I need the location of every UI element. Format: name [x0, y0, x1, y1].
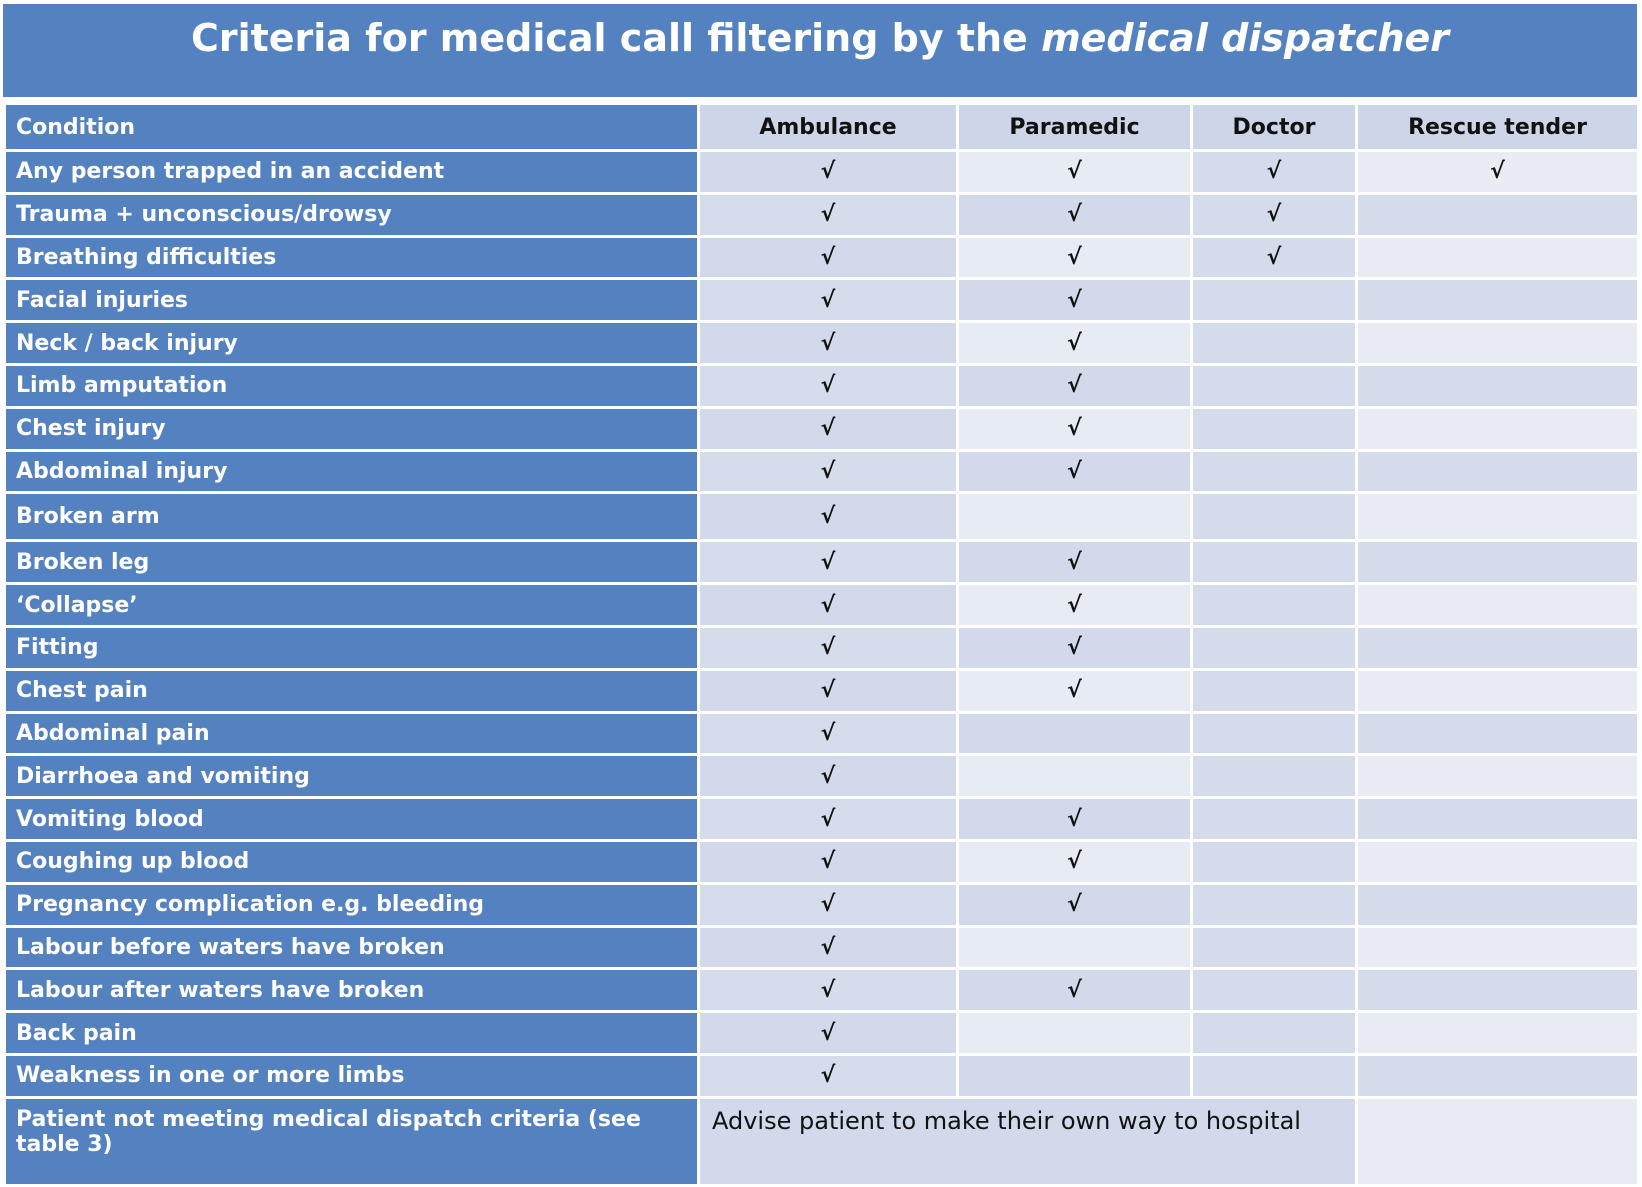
rescue-tender-cell	[1357, 969, 1639, 1012]
table-row	[5, 322, 1639, 365]
advice-cell: Advise patient to make their own way to hospital	[699, 1097, 1357, 1185]
doctor-cell	[1192, 712, 1357, 755]
rescue-tender-cell	[1357, 1012, 1639, 1055]
condition-cell: Broken arm	[5, 493, 699, 541]
doctor-cell: √	[1192, 193, 1357, 236]
paramedic-cell: √	[958, 364, 1192, 407]
doctor-cell: √	[1192, 236, 1357, 279]
paramedic-cell	[958, 712, 1192, 755]
rescue-tender-cell	[1357, 626, 1639, 669]
ambulance-cell: √	[699, 755, 958, 798]
ambulance-cell: √	[699, 969, 958, 1012]
table-row-final	[5, 1097, 1639, 1185]
doctor-cell	[1192, 493, 1357, 541]
condition-cell: ‘Collapse’	[5, 584, 699, 627]
table-body	[5, 151, 1639, 1186]
condition-cell: Vomiting blood	[5, 798, 699, 841]
doctor-cell	[1192, 279, 1357, 322]
condition-cell: Breathing difficulties	[5, 236, 699, 279]
table-row	[5, 541, 1639, 584]
table-row	[5, 883, 1639, 926]
condition-cell: Broken leg	[5, 541, 699, 584]
table-row	[5, 926, 1639, 969]
table-row	[5, 626, 1639, 669]
ambulance-cell: √	[699, 669, 958, 712]
table-row	[5, 450, 1639, 493]
paramedic-cell: √	[958, 541, 1192, 584]
doctor-cell	[1192, 798, 1357, 841]
doctor-cell	[1192, 450, 1357, 493]
ambulance-cell: √	[699, 712, 958, 755]
paramedic-cell: √	[958, 669, 1192, 712]
doctor-cell	[1192, 364, 1357, 407]
condition-cell: Fitting	[5, 626, 699, 669]
paramedic-cell: √	[958, 322, 1192, 365]
ambulance-cell: √	[699, 1012, 958, 1055]
title-text: Criteria for medical call filtering by the	[190, 16, 1042, 60]
doctor-cell	[1192, 541, 1357, 584]
condition-cell: Labour after waters have broken	[5, 969, 699, 1012]
doctor-cell	[1192, 755, 1357, 798]
rescue-tender-cell	[1357, 450, 1639, 493]
ambulance-cell: √	[699, 279, 958, 322]
condition-cell: Diarrhoea and vomiting	[5, 755, 699, 798]
rescue-tender-cell	[1357, 755, 1639, 798]
rescue-tender-cell	[1357, 840, 1639, 883]
table-row	[5, 584, 1639, 627]
table-row	[5, 969, 1639, 1012]
rescue-tender-cell	[1357, 493, 1639, 541]
paramedic-cell	[958, 755, 1192, 798]
header-ambulance: Ambulance	[699, 104, 958, 151]
doctor-cell	[1192, 322, 1357, 365]
ambulance-cell: √	[699, 364, 958, 407]
doctor-cell	[1192, 1054, 1357, 1097]
doctor-cell	[1192, 840, 1357, 883]
rescue-tender-cell	[1357, 1054, 1639, 1097]
rescue-tender-cell	[1357, 364, 1639, 407]
condition-cell: Patient not meeting medical dispatch criteria (see table 3)	[5, 1097, 699, 1185]
table-row	[5, 669, 1639, 712]
paramedic-cell: √	[958, 626, 1192, 669]
ambulance-cell: √	[699, 493, 958, 541]
condition-cell: Abdominal injury	[5, 450, 699, 493]
ambulance-cell: √	[699, 193, 958, 236]
paramedic-cell: √	[958, 883, 1192, 926]
ambulance-cell: √	[699, 926, 958, 969]
doctor-cell: √	[1192, 151, 1357, 194]
criteria-table	[3, 102, 1640, 1187]
table-row	[5, 840, 1639, 883]
title-italic-text: medical dispatcher	[1041, 16, 1450, 60]
rescue-tender-cell	[1357, 407, 1639, 450]
condition-cell: Abdominal pain	[5, 712, 699, 755]
paramedic-cell	[958, 493, 1192, 541]
doctor-cell	[1192, 626, 1357, 669]
ambulance-cell: √	[699, 584, 958, 627]
header-paramedic: Paramedic	[958, 104, 1192, 151]
table-row	[5, 279, 1639, 322]
condition-cell: Labour before waters have broken	[5, 926, 699, 969]
condition-cell: Facial injuries	[5, 279, 699, 322]
table-row	[5, 712, 1639, 755]
doctor-cell	[1192, 969, 1357, 1012]
table-row	[5, 151, 1639, 194]
rescue-tender-cell	[1357, 279, 1639, 322]
page-title	[3, 4, 1637, 97]
paramedic-cell: √	[958, 840, 1192, 883]
condition-cell: Pregnancy complication e.g. bleeding	[5, 883, 699, 926]
rescue-tender-cell	[1357, 669, 1639, 712]
table-row	[5, 798, 1639, 841]
rescue-tender-cell	[1357, 541, 1639, 584]
paramedic-cell	[958, 1012, 1192, 1055]
rescue-tender-cell	[1357, 584, 1639, 627]
table-header-row	[5, 104, 1639, 151]
table-row	[5, 236, 1639, 279]
header-doctor: Doctor	[1192, 104, 1357, 151]
condition-cell: Chest pain	[5, 669, 699, 712]
doctor-cell	[1192, 926, 1357, 969]
condition-cell: Any person trapped in an accident	[5, 151, 699, 194]
rescue-tender-cell	[1357, 193, 1639, 236]
condition-cell: Neck / back injury	[5, 322, 699, 365]
ambulance-cell: √	[699, 883, 958, 926]
rescue-tender-cell	[1357, 883, 1639, 926]
table-row	[5, 407, 1639, 450]
header-rescue-tender: Rescue tender	[1357, 104, 1639, 151]
doctor-cell	[1192, 883, 1357, 926]
ambulance-cell: √	[699, 1054, 958, 1097]
paramedic-cell: √	[958, 151, 1192, 194]
paramedic-cell	[958, 926, 1192, 969]
ambulance-cell: √	[699, 626, 958, 669]
ambulance-cell: √	[699, 151, 958, 194]
table-row	[5, 364, 1639, 407]
paramedic-cell: √	[958, 279, 1192, 322]
rescue-tender-cell: √	[1357, 151, 1639, 194]
rescue-tender-cell	[1357, 322, 1639, 365]
paramedic-cell	[958, 1054, 1192, 1097]
condition-cell: Back pain	[5, 1012, 699, 1055]
rescue-tender-cell	[1357, 236, 1639, 279]
table-row	[5, 193, 1639, 236]
rescue-tender-cell	[1357, 712, 1639, 755]
doctor-cell	[1192, 1012, 1357, 1055]
condition-cell: Trauma + unconscious/drowsy	[5, 193, 699, 236]
rescue-tender-cell	[1357, 1097, 1639, 1185]
ambulance-cell: √	[699, 450, 958, 493]
paramedic-cell: √	[958, 193, 1192, 236]
ambulance-cell: √	[699, 798, 958, 841]
paramedic-cell: √	[958, 584, 1192, 627]
ambulance-cell: √	[699, 840, 958, 883]
condition-cell: Chest injury	[5, 407, 699, 450]
doctor-cell	[1192, 407, 1357, 450]
table-row	[5, 493, 1639, 541]
paramedic-cell: √	[958, 407, 1192, 450]
ambulance-cell: √	[699, 322, 958, 365]
paramedic-cell: √	[958, 236, 1192, 279]
ambulance-cell: √	[699, 236, 958, 279]
table-row	[5, 1012, 1639, 1055]
doctor-cell	[1192, 669, 1357, 712]
rescue-tender-cell	[1357, 798, 1639, 841]
table-row	[5, 755, 1639, 798]
paramedic-cell: √	[958, 450, 1192, 493]
ambulance-cell: √	[699, 541, 958, 584]
ambulance-cell: √	[699, 407, 958, 450]
condition-cell: Coughing up blood	[5, 840, 699, 883]
table-row	[5, 1054, 1639, 1097]
rescue-tender-cell	[1357, 926, 1639, 969]
doctor-cell	[1192, 584, 1357, 627]
paramedic-cell: √	[958, 969, 1192, 1012]
condition-cell: Weakness in one or more limbs	[5, 1054, 699, 1097]
condition-cell: Limb amputation	[5, 364, 699, 407]
paramedic-cell: √	[958, 798, 1192, 841]
header-condition: Condition	[5, 104, 699, 151]
